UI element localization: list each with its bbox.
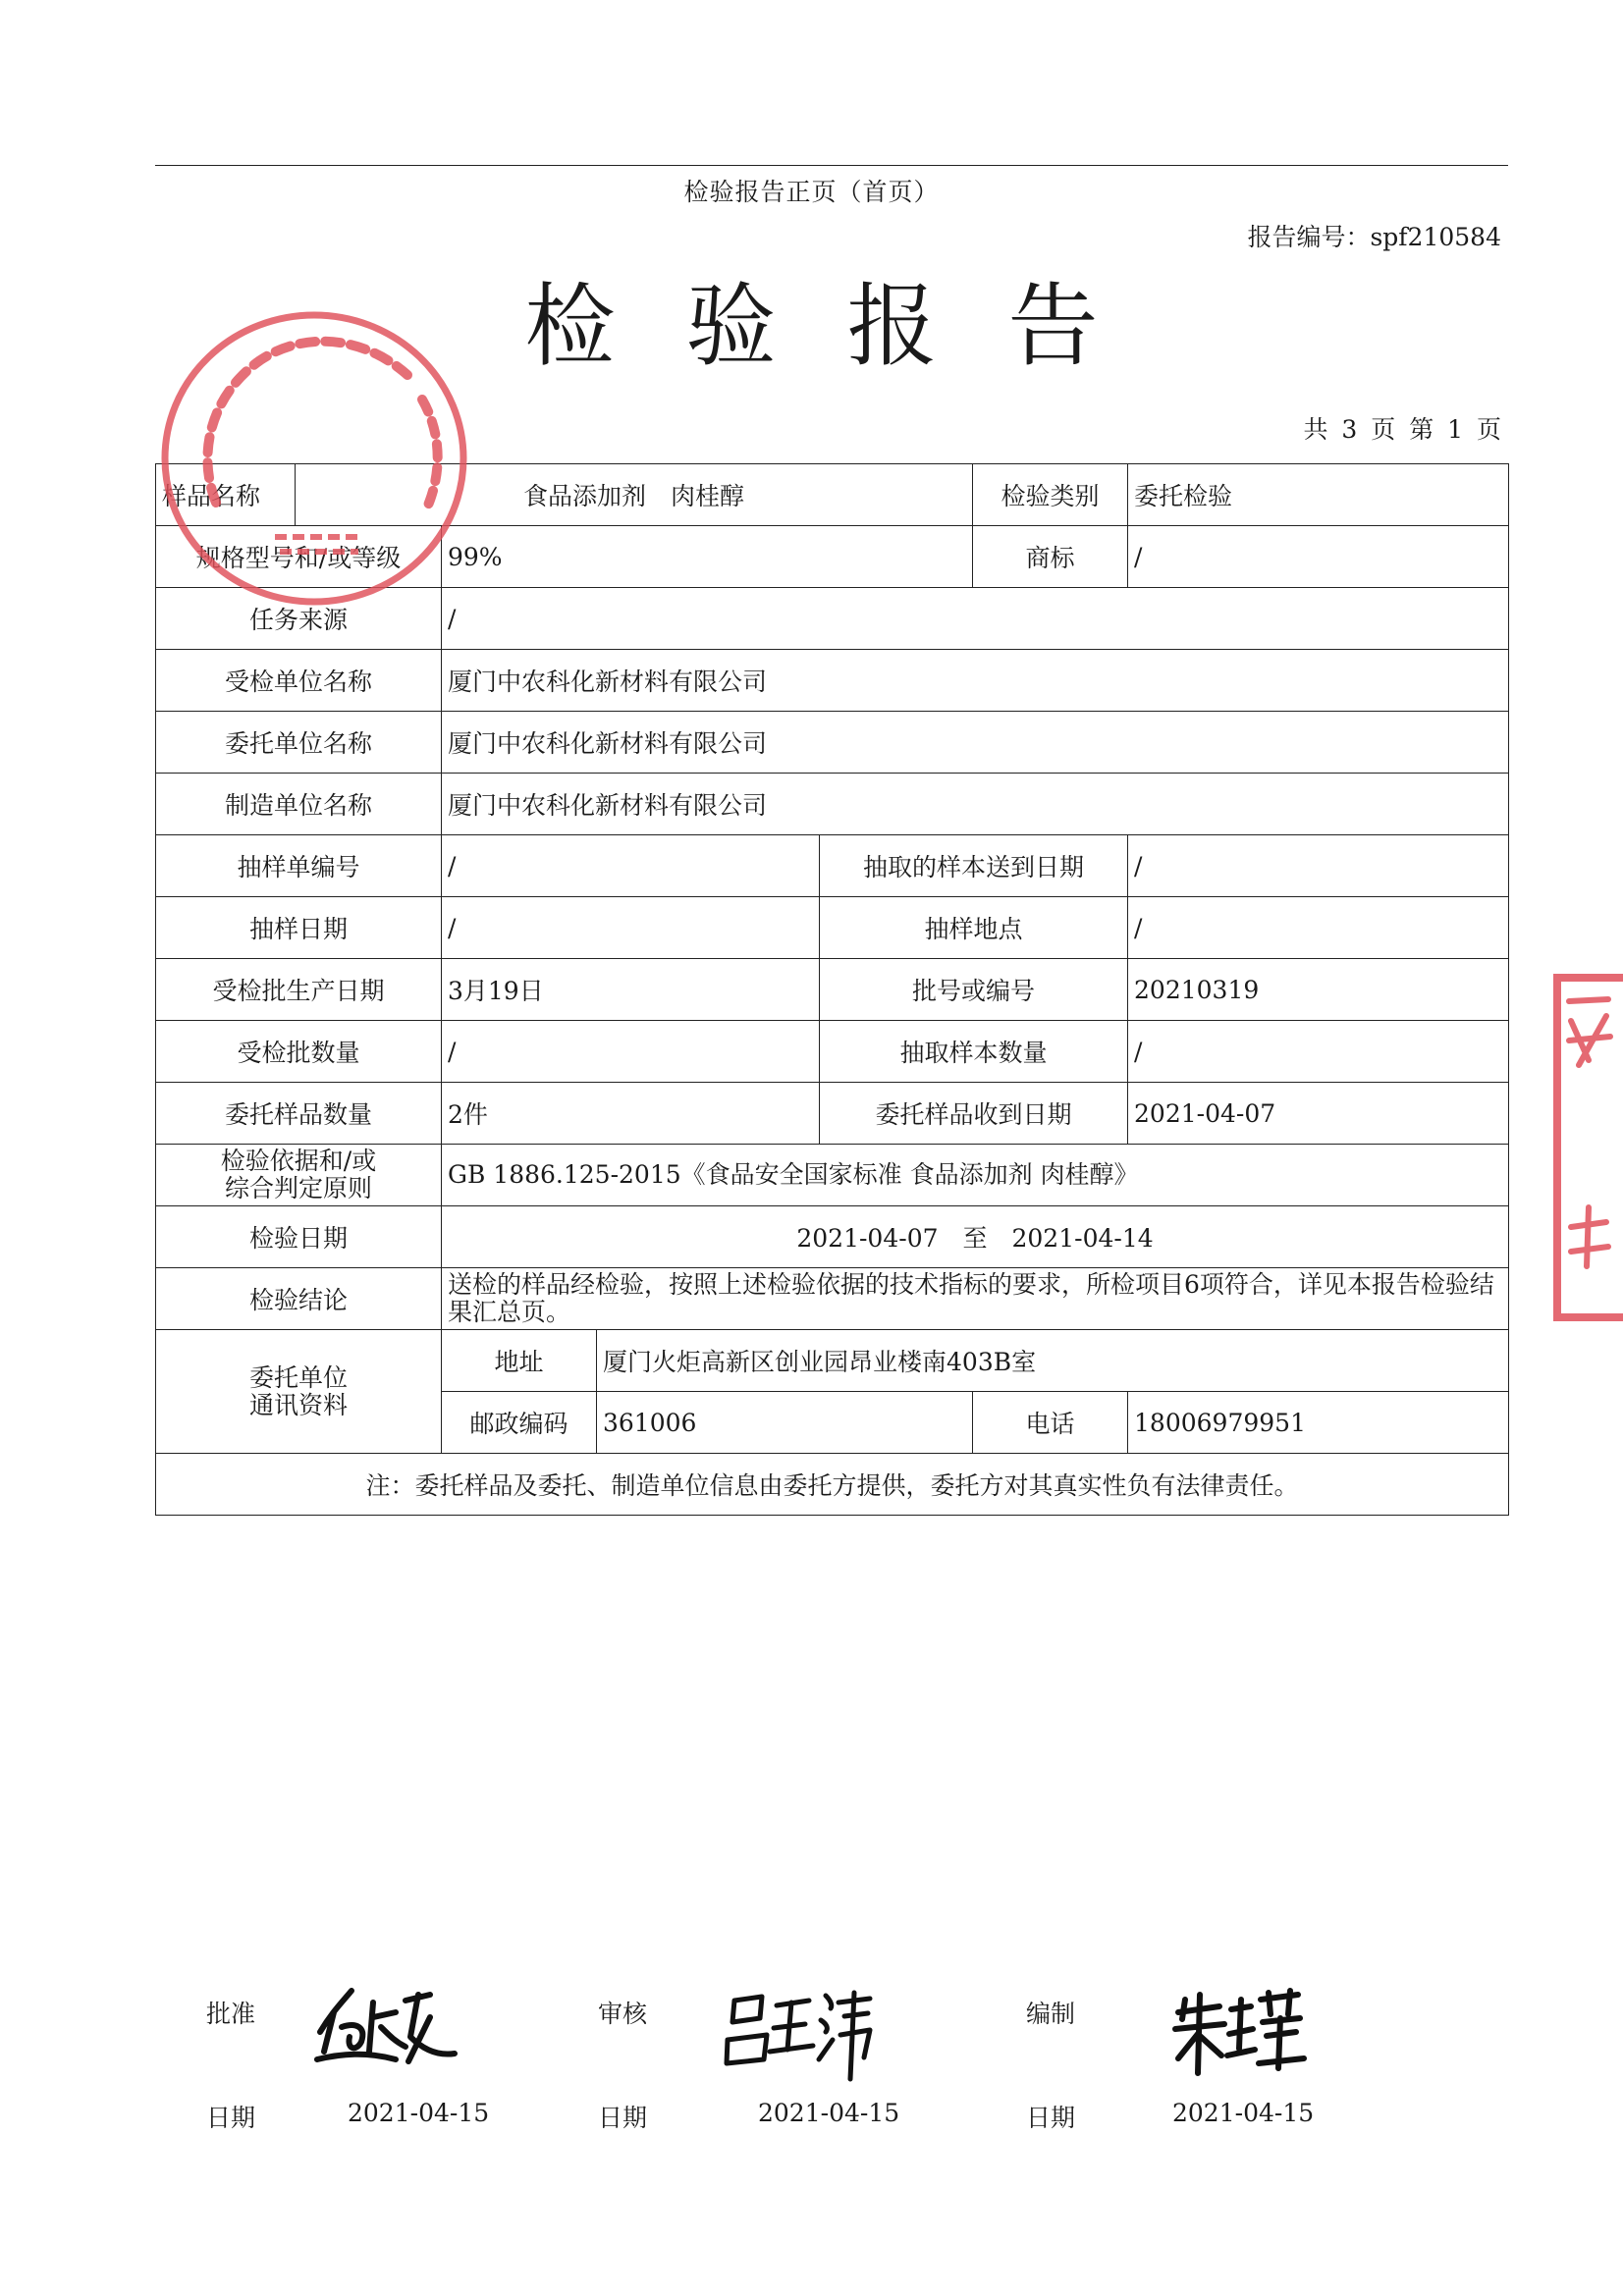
sampling-place-label: 抽样地点 [820,897,1128,959]
postcode-value: 361006 [597,1392,973,1454]
row-sampling-date [156,897,1509,959]
client-sample-qty-label: 委托样品数量 [156,1083,442,1145]
row-inspection-date [156,1206,1509,1268]
conclusion-label: 检验结论 [156,1268,442,1330]
basis-label [156,1145,442,1206]
review-signature [723,1981,880,2094]
sample-name-value: 食品添加剂 肉桂醇 [296,464,973,526]
compile-label: 编制 [1026,2000,1076,2028]
sampling-date-label: 抽样日期 [156,897,442,959]
contact-label [156,1330,442,1454]
edge-seal [1549,972,1623,1325]
review-date-label: 日期 [598,2104,648,2132]
inspection-date-label: 检验日期 [156,1206,442,1268]
sample-qty-value: / [1128,1021,1509,1083]
sampling-no-value: / [442,835,820,897]
conclusion-value: 送检的样品经检验，按照上述检验依据的技术指标的要求，所检项目6项符合，详见本报告检验结果汇总页。 [442,1268,1509,1330]
phone-label: 电话 [973,1392,1128,1454]
contact-label-line-1: 委托单位 [248,1362,348,1392]
page-count: 共 3 页 第 1 页 [1303,415,1501,444]
batch-no-value: 20210319 [1128,959,1509,1021]
sample-qty-label: 抽取样本数量 [820,1021,1128,1083]
row-task-source [156,588,1509,650]
phone-value: 18006979951 [1128,1392,1509,1454]
client-unit-value: 厦门中农科化新材料有限公司 [442,712,1509,774]
basis-label-line-1: 检验依据和/或 [220,1147,377,1175]
task-source-value: / [442,588,1509,650]
row-sample-name [156,464,1509,526]
row-batch-qty [156,1021,1509,1083]
trademark-value: / [1128,526,1509,588]
compile-signature [1170,1985,1308,2083]
row-sampling-no [156,835,1509,897]
approve-label: 批准 [206,2000,256,2028]
inspection-date-value: 2021-04-07 至 2021-04-14 [442,1206,1509,1268]
client-sample-qty-value: 2件 [442,1083,820,1145]
inspected-unit-label: 受检单位名称 [156,650,442,712]
compile-date-label: 日期 [1026,2104,1076,2132]
production-date-label: 受检批生产日期 [156,959,442,1021]
top-rule [155,165,1508,166]
report-table [155,463,1509,1516]
batch-qty-label: 受检批数量 [156,1021,442,1083]
row-client-sample-qty [156,1083,1509,1145]
row-spec [156,526,1509,588]
basis-value: GB 1886.125-2015《食品安全国家标准 食品添加剂 肉桂醇》 [442,1145,1509,1206]
row-manufacturer [156,774,1509,835]
row-production-date [156,959,1509,1021]
inspected-unit-value: 厦门中农科化新材料有限公司 [442,650,1509,712]
row-inspected-unit [156,650,1509,712]
received-date-label: 委托样品收到日期 [820,1083,1128,1145]
row-address [156,1330,1509,1392]
manufacturer-label: 制造单位名称 [156,774,442,835]
review-date: 2021-04-15 [758,2099,900,2127]
approve-signature [312,1983,460,2076]
review-label: 审核 [598,2000,648,2028]
spec-label: 规格型号和/或等级 [156,526,442,588]
trademark-label: 商标 [973,526,1128,588]
main-title: 检验报告 [524,274,1169,379]
page-header-title: 检验报告正页（首页） [683,178,940,206]
sample-name-label: 样品名称 [156,464,296,526]
contact-label-line-2: 通讯资料 [248,1390,348,1419]
inspection-type-value: 委托检验 [1128,464,1509,526]
note-text: 注：委托样品及委托、制造单位信息由委托方提供，委托方对其真实性负有法律责任。 [156,1454,1509,1516]
report-number-value: spf210584 [1370,223,1501,251]
sampling-no-label: 抽样单编号 [156,835,442,897]
sampling-place-value: / [1128,897,1509,959]
sample-delivery-date-value: / [1128,835,1509,897]
task-source-label: 任务来源 [156,588,442,650]
report-number-label: 报告编号： [1247,223,1371,251]
production-date-value: 3月19日 [442,959,820,1021]
approve-date-label: 日期 [206,2104,256,2132]
manufacturer-value: 厦门中农科化新材料有限公司 [442,774,1509,835]
row-conclusion [156,1268,1509,1330]
address-value: 厦门火炬高新区创业园昂业楼南403B室 [597,1330,1509,1392]
row-note [156,1454,1509,1516]
spec-value: 99% [442,526,973,588]
batch-qty-value: / [442,1021,820,1083]
batch-no-label: 批号或编号 [820,959,1128,1021]
report-number [1247,218,1501,253]
inspection-type-label: 检验类别 [973,464,1128,526]
approve-date: 2021-04-15 [348,2099,490,2127]
client-unit-label: 委托单位名称 [156,712,442,774]
row-client-unit [156,712,1509,774]
sampling-date-value: / [442,897,820,959]
row-basis [156,1145,1509,1206]
address-label: 地址 [442,1330,597,1392]
basis-label-line-2: 综合判定原则 [224,1174,372,1202]
postcode-label: 邮政编码 [442,1392,597,1454]
received-date-value: 2021-04-07 [1128,1083,1509,1145]
sample-delivery-date-label: 抽取的样本送到日期 [820,835,1128,897]
compile-date: 2021-04-15 [1172,2099,1315,2127]
